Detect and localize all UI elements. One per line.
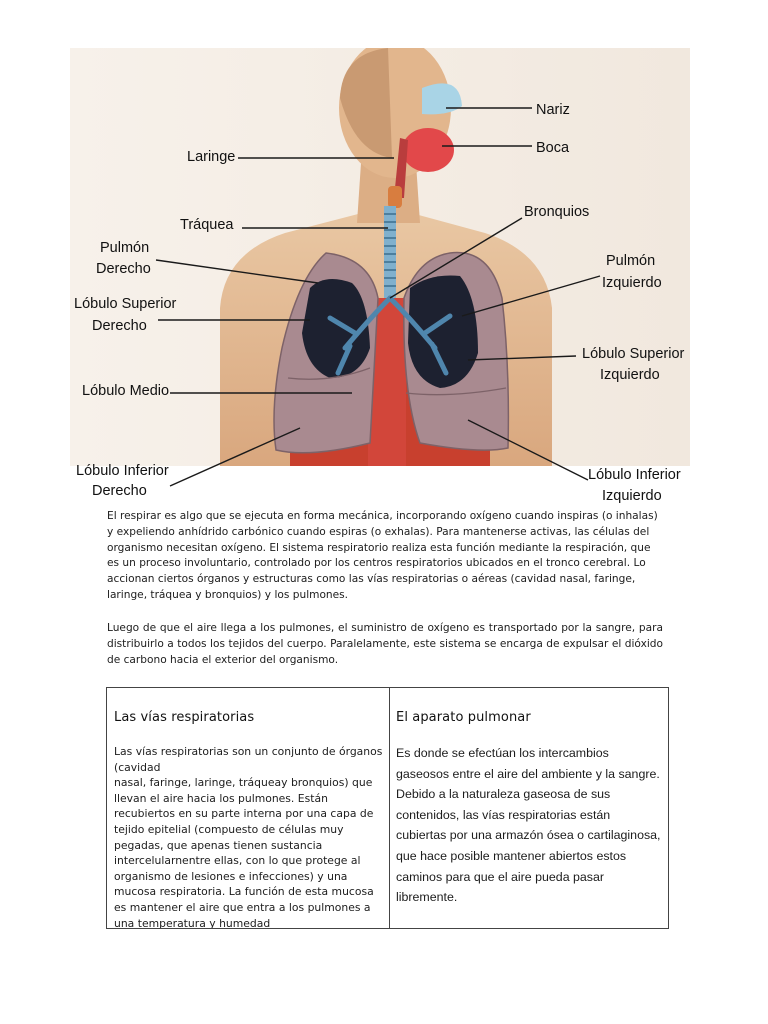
- oxygen-paragraph: Luego de que el aire llega a los pulmones, el suministro de oxígeno es transportado por la sangre, para distribuirlo a todos los tejidos del cuerpo. Paralelamente, este sistema se encarga de expulsar el dióxido de carbono hacia el exterior del organismo.: [107, 622, 663, 666]
- intro-paragraph: El respirar es algo que se ejecuta en forma mecánica, incorporando oxígeno cuando inspiras (o inhalas) y expeliendo anhídrido carbónico cuando espiras (o exhalas). Para mantenerse activas, las células del organismo necesitan oxígeno. El sistema respiratorio realiza esta función mediante la respiración, que es un proceso involuntario, controlado por los centros respiratorios ubicados en el tronco cerebral. Lo accionan ciertos órganos y estructuras como las vías respiratorias o aéreas (cavidad nasal, faringe, laringe, tráquea y bronquios) y los pulmones.: [107, 510, 658, 601]
- label-pulmon-izquierdo-2: Izquierdo: [602, 275, 662, 291]
- vias-respiratorias-heading: Las vías respiratorias: [114, 710, 255, 725]
- label-lobulo-inf-izq-1: Lóbulo Inferior: [588, 467, 681, 483]
- label-lobulo-sup-der-2: Derecho: [92, 318, 147, 334]
- label-nariz: Nariz: [536, 102, 570, 118]
- table-cell-aparato-pulmonar: [390, 688, 668, 928]
- label-lobulo-inf-der-2: Derecho: [92, 483, 147, 499]
- label-pulmon-derecho-2: Derecho: [96, 261, 151, 277]
- aparato-pulmonar-heading: El aparato pulmonar: [396, 710, 531, 725]
- label-lobulo-sup-izq-2: Izquierdo: [600, 367, 660, 383]
- trachea: [384, 206, 396, 301]
- aparato-pulmonar-text: Es donde se efectúan los intercambios gaseosos entre el aire del ambiente y la sangre. Debido a la naturaleza gaseosa de sus contenidos, las vías respiratorias están cubiertas por una armazón ósea o cartilaginosa, que hace posible mantener abiertos estos caminos para que el aire pueda pasar libremente.: [396, 746, 661, 905]
- label-lobulo-inf-der-1: Lóbulo Inferior: [76, 463, 169, 479]
- info-table: [106, 687, 669, 929]
- label-bronquios: Bronquios: [524, 204, 590, 220]
- label-pulmon-derecho-1: Pulmón: [100, 240, 150, 256]
- left-lung: [404, 253, 509, 451]
- label-laringe: Laringe: [187, 149, 236, 165]
- vias-respiratorias-text: Las vías respiratorias son un conjunto de órganos (cavidad nasal, faringe, laringe, tráqueay bronquios) que llevan el aire hacia los pulmones. Están recubiertos en su parte interna por una capa de tejido epitelial (compuesto de células muy pegadas, que apenas tienen sustancia intercelularnentre ellas, con lo que protege al organismo de lesiones e infecciones) y una mucosa respiratoria. La función de esta mucosa es mantener el aire que entra a los pulmones a una temperatura y humedad: [114, 745, 383, 928]
- label-pulmon-izquierdo-1: Pulmón: [606, 253, 656, 269]
- label-traquea: Tráquea: [180, 217, 234, 233]
- label-boca: Boca: [536, 140, 570, 156]
- respiratory-system-illustration: [70, 48, 690, 510]
- label-lobulo-sup-izq-1: Lóbulo Superior: [582, 346, 685, 362]
- table-cell-vias-respiratorias: [107, 688, 390, 928]
- label-lobulo-medio: Lóbulo Medio: [82, 383, 170, 399]
- label-lobulo-inf-izq-2: Izquierdo: [602, 488, 662, 504]
- label-lobulo-sup-der-1: Lóbulo Superior: [74, 296, 177, 312]
